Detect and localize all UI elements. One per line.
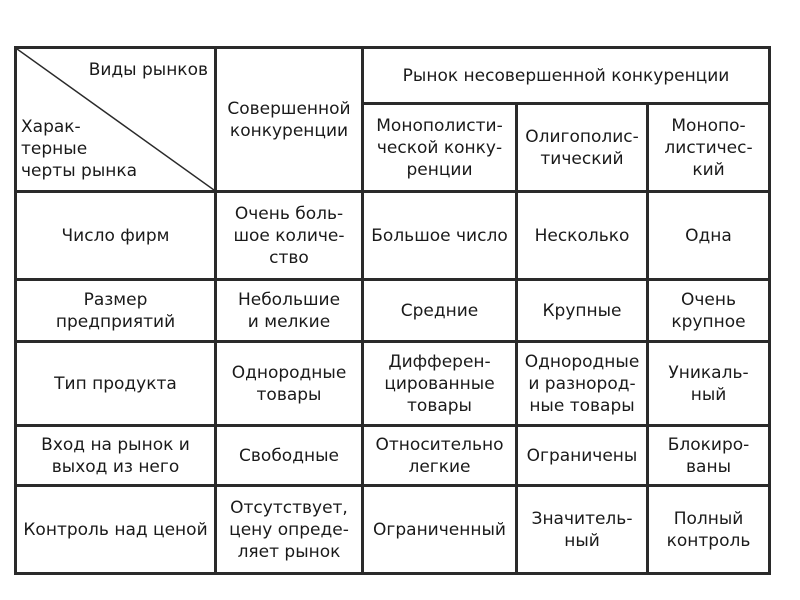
perfect-cell: Свободные: [216, 426, 363, 486]
header-row-1: [16, 48, 770, 104]
feature-cell: Тип продукта: [16, 342, 216, 426]
monopoly-cell: Блокиро- ваны: [648, 426, 770, 486]
monopolistic-cell: Большое число: [363, 192, 517, 280]
monopoly-header: Монопо- листичес- кий: [648, 104, 770, 192]
perfect-cell: Однородные товары: [216, 342, 363, 426]
table-row: [16, 342, 770, 426]
feature-cell: Контроль над ценой: [16, 486, 216, 574]
monopolistic-cell: Средние: [363, 280, 517, 342]
perfect-competition-header: Совершенной конкуренции: [216, 48, 363, 192]
oligopolistic-cell: Значитель- ный: [517, 486, 648, 574]
oligopolistic-cell: Крупные: [517, 280, 648, 342]
monopoly-cell: Полный контроль: [648, 486, 770, 574]
table-row: [16, 280, 770, 342]
monopoly-cell: Одна: [648, 192, 770, 280]
imperfect-competition-header: Рынок несовершенной конкуренции: [363, 48, 770, 104]
monopolistic-competition-header: Монополисти- ческой конку- ренции: [363, 104, 517, 192]
oligopolistic-cell: Однородные и разнород- ные товары: [517, 342, 648, 426]
monopoly-cell: Уникаль- ный: [648, 342, 770, 426]
feature-cell: Размер предприятий: [16, 280, 216, 342]
oligopolistic-cell: Ограничены: [517, 426, 648, 486]
oligopolistic-cell: Несколько: [517, 192, 648, 280]
table-row: [16, 426, 770, 486]
oligopolistic-header: Олигополис- тический: [517, 104, 648, 192]
monopoly-cell: Очень крупное: [648, 280, 770, 342]
perfect-cell: Небольшие и мелкие: [216, 280, 363, 342]
market-types-table-container: [14, 46, 768, 572]
feature-cell: Число фирм: [16, 192, 216, 280]
monopolistic-cell: Относительно легкие: [363, 426, 517, 486]
perfect-cell: Отсутствует, цену опреде- ляет рынок: [216, 486, 363, 574]
table-row: [16, 486, 770, 574]
perfect-cell: Очень боль- шое количе- ство: [216, 192, 363, 280]
monopolistic-cell: Дифферен- цированные товары: [363, 342, 517, 426]
feature-cell: Вход на рынок и выход из него: [16, 426, 216, 486]
market-types-label: Виды рынков: [88, 60, 208, 80]
market-features-label: Харак- терные черты рынка: [21, 117, 138, 181]
table-row: [16, 192, 770, 280]
market-types-table: [14, 46, 771, 575]
diagonal-header-cell: [16, 48, 216, 192]
monopolistic-cell: Ограниченный: [363, 486, 517, 574]
